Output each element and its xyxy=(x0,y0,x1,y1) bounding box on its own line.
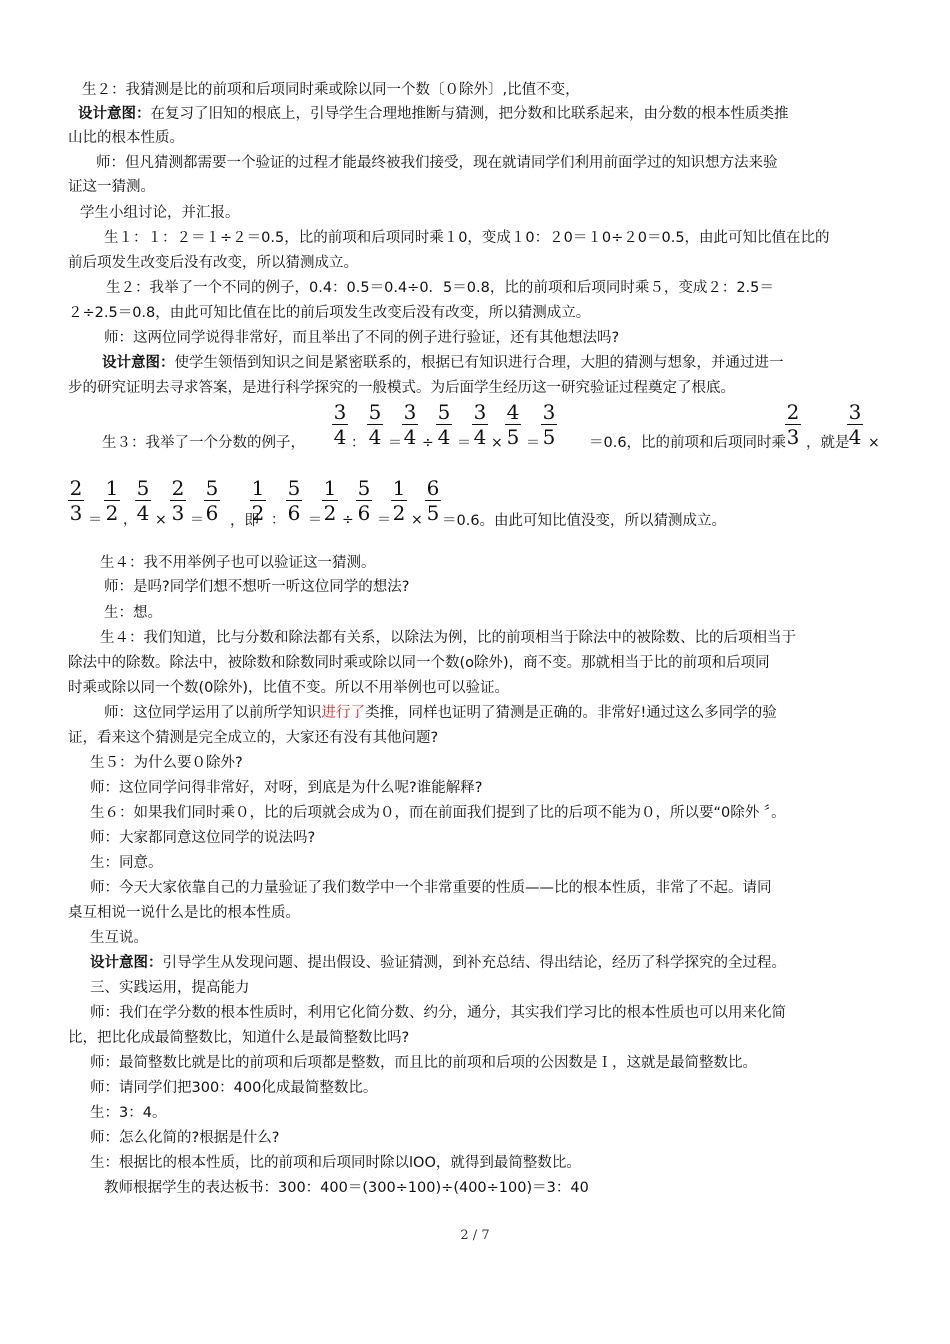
numerator: 3 xyxy=(473,400,487,424)
fraction-8 xyxy=(354,476,374,525)
design-intent-label: 设计意图： xyxy=(102,355,175,371)
denominator: 6 xyxy=(205,501,219,525)
text-line: 比，把比化成最简整数比，知道什么是最简整数比吗? xyxy=(68,1030,410,1046)
fraction-5 xyxy=(503,400,523,449)
math-operator: ＝ xyxy=(308,512,322,528)
math-operator: ： xyxy=(351,435,365,451)
text-line: 生２：我举了一个不同的例子，0.4：0.5＝0.4÷0．5＝0.8，比的前项和后项同时乘５，变成２：2.5＝ xyxy=(106,280,774,296)
text-line: 生：同意。 xyxy=(90,855,163,871)
math-operator: ＝ xyxy=(190,512,204,528)
text-line: 生５：为什么要０除外? xyxy=(90,755,243,771)
fraction-3 xyxy=(434,400,454,449)
text-line: 生３：我举了一个分数的例子， xyxy=(102,435,305,451)
denominator: 4 xyxy=(437,425,451,449)
denominator: 4 xyxy=(403,425,417,449)
numerator: 2 xyxy=(786,400,800,424)
math-operator: ＝ xyxy=(388,435,402,451)
math-operator: ， xyxy=(123,512,137,528)
fraction-2 xyxy=(400,400,420,449)
numerator: 2 xyxy=(69,476,83,500)
denominator: 6 xyxy=(287,501,301,525)
fraction-3 xyxy=(168,476,188,525)
denominator: 3 xyxy=(171,501,185,525)
text-line: 师：是吗?同学们想不想听一听这位同学的想法? xyxy=(104,579,410,595)
text-line: ＝0.6。由此可知比值没变，所以猜测成立。 xyxy=(442,513,727,529)
numerator: 5 xyxy=(437,400,451,424)
numerator: 4 xyxy=(506,400,520,424)
text-line: 师：今天大家依靠自己的力量验证了我们数学中一个非常重要的性质——比的根本性质，非常了不起。请同 xyxy=(90,880,772,896)
text-line: 证这一猜测。 xyxy=(68,179,155,195)
design-intent-label: 设计意图： xyxy=(78,106,151,122)
fraction-10 xyxy=(423,476,443,525)
fraction-0 xyxy=(66,476,86,525)
text-line: 师：大家都同意这位同学的说法吗? xyxy=(90,830,316,846)
text-span: 引导学生从发现问题、提出假设、验证猜测，到补充总结、得出结论，经历了科学探究的全过程。 xyxy=(162,955,786,971)
text-line: 时乘或除以同一个数(0除外)，比值不变。所以不用举例也可以验证。 xyxy=(68,680,510,696)
denominator: 2 xyxy=(392,501,406,525)
denominator: 2 xyxy=(251,501,265,525)
highlighted-text: 进行了 xyxy=(321,705,365,721)
fraction-7 xyxy=(320,476,340,525)
text-line: 生４：我不用举例子也可以验证这一猜测。 xyxy=(100,555,376,571)
math-operator: ： xyxy=(271,512,285,528)
text-line: 生１：１：２＝１÷２＝0.5，比的前项和后项同时乘１0，变成１0：２0＝１0÷２0＝0.5，由此可知比值在比的 xyxy=(104,230,830,246)
numerator: 1 xyxy=(251,476,265,500)
text-line: 山比的根本性质。 xyxy=(68,130,184,146)
text-line: 师：我们在学分数的根本性质时，利用它化简分数、约分，通分，其实我们学习比的根本性质也可以用来化简 xyxy=(90,1005,786,1021)
math-operator: × xyxy=(491,435,503,451)
text-line: 生６：如果我们同时乘０，比的后项就会成为０，而在前面我们提到了比的后项不能为０，所以要“0除外 〞。 xyxy=(90,805,786,821)
numerator: 6 xyxy=(426,476,440,500)
math-operator: ＝ xyxy=(88,512,102,528)
text-line: 师：但凡猜测都需要一个验证的过程才能最终被我们接受，现在就请同学们利用前面学过的知识想方法来验 xyxy=(96,155,778,171)
denominator: 4 xyxy=(848,425,862,449)
denominator: 5 xyxy=(506,425,520,449)
numerator: 5 xyxy=(357,476,371,500)
math-operator: × xyxy=(411,512,423,528)
text-line: 师：最简整数比就是比的前项和后项都是整数，而且比的前项和后项的公因数是Ｉ，这就是最简整数比。 xyxy=(90,1055,757,1071)
denominator: 4 xyxy=(368,425,382,449)
text-line: 生：想。 xyxy=(104,605,162,621)
math-operator: × xyxy=(868,435,880,451)
denominator: 3 xyxy=(786,425,800,449)
text-line: 步的研究证明去寻求答案，是进行科学探究的一般模式。为后面学生经历这一研究验证过程奠定了根底。 xyxy=(68,380,735,396)
denominator: 4 xyxy=(136,501,150,525)
math-operator: ÷ xyxy=(342,512,354,528)
math-operator: × xyxy=(155,512,167,528)
text-line xyxy=(102,353,784,373)
text-span: 类推，同样也证明了猜测是正确的。非常好!通过这么多同学的验 xyxy=(365,705,777,721)
fraction-1 xyxy=(365,400,385,449)
fraction-9 xyxy=(389,476,409,525)
numerator: 5 xyxy=(368,400,382,424)
text-line: 生２：我猜测是比的前项和后项同时乘或除以同一个数〔０除外〕,比值不变， xyxy=(82,82,580,98)
text-line: 师：请同学们把300：400化成最简整数比。 xyxy=(90,1080,378,1096)
text-line: 学生小组讨论，并汇报。 xyxy=(80,205,240,221)
text-line: 生４：我们知道，比与分数和除法都有关系，以除法为例，比的前项相当于除法中的被除数、比的后项相当于 xyxy=(100,630,796,646)
fraction-4 xyxy=(470,400,490,449)
fraction-6 xyxy=(539,400,559,449)
section-heading: 三、实践运用，提高能力 xyxy=(90,980,250,996)
denominator: 5 xyxy=(542,425,556,449)
text-span: 在复习了旧知的根底上，引导学生合理地推断与猜测，把分数和比联系起来，由分数的根本性质类推 xyxy=(150,106,789,122)
math-operator: ＝ xyxy=(457,435,471,451)
numerator: 1 xyxy=(105,476,119,500)
text-line: 桌互相说一说什么是比的根本性质。 xyxy=(68,905,300,921)
numerator: 1 xyxy=(323,476,337,500)
numerator: 1 xyxy=(392,476,406,500)
text-line: 生：3：4。 xyxy=(90,1105,167,1121)
numerator: 3 xyxy=(848,400,862,424)
denominator: 5 xyxy=(426,501,440,525)
text-span: 使学生领悟到知识之间是紧密联系的，根据已有知识进行合理，大胆的猜测与想象，并通过进一 xyxy=(174,355,784,371)
denominator: 4 xyxy=(333,425,347,449)
page-number: 2 / 7 xyxy=(460,1228,490,1243)
text-line: 前后项发生改变后没有改变，所以猜测成立。 xyxy=(68,255,358,271)
text-line: 除法中的除数。除法中，被除数和除数同时乘或除以同一个数(o除外)，商不变。那就相当于比的前项和后项同 xyxy=(68,655,770,671)
text-line xyxy=(104,703,777,723)
fraction-4 xyxy=(202,476,222,525)
numerator: 5 xyxy=(205,476,219,500)
fraction-1 xyxy=(102,476,122,525)
text-line: ＝0.6，比的前项和后项同时乘 xyxy=(589,435,787,451)
denominator: 2 xyxy=(323,501,337,525)
text-line: 师：怎么化简的?根据是什么? xyxy=(90,1130,280,1146)
numerator: 3 xyxy=(333,400,347,424)
text-line: 生互说。 xyxy=(90,930,148,946)
math-operator: ÷ xyxy=(422,435,434,451)
text-line: 教师根据学生的表达板书：300：400＝(300÷100)÷(400÷100)＝3：40 xyxy=(104,1180,589,1196)
numerator: 2 xyxy=(171,476,185,500)
denominator: 6 xyxy=(357,501,371,525)
text-line: ，即 xyxy=(230,513,259,529)
text-line xyxy=(78,104,789,124)
text-line: ，就是 xyxy=(806,435,850,451)
text-line: 证，看来这个猜测是完全成立的，大家还有没有其他问题? xyxy=(68,730,439,746)
fraction-0 xyxy=(330,400,350,449)
text-line: 师：这两位同学说得非常好，而且举出了不同的例子进行验证，还有其他想法吗? xyxy=(104,330,620,346)
math-operator: ＝ xyxy=(377,512,391,528)
numerator: 5 xyxy=(136,476,150,500)
text-line: ２÷2.5＝0.8，由此可知比值在比的前后项发生改变后没有改变，所以猜测成立。 xyxy=(68,305,591,321)
math-operator: ＝ xyxy=(526,435,540,451)
text-line: 师：这位同学问得非常好，对呀，到底是为什么呢?谁能解释? xyxy=(90,780,483,796)
text-line: 生：根据比的根本性质，比的前项和后项同时除以lOO，就得到最简整数比。 xyxy=(90,1155,581,1171)
fraction-6 xyxy=(284,476,304,525)
design-intent-label: 设计意图： xyxy=(90,955,163,971)
text-span: 师：这位同学运用了以前所学知识 xyxy=(104,705,322,721)
text-line xyxy=(90,953,786,973)
denominator: 4 xyxy=(473,425,487,449)
numerator: 5 xyxy=(287,476,301,500)
numerator: 3 xyxy=(403,400,417,424)
numerator: 3 xyxy=(542,400,556,424)
denominator: 3 xyxy=(69,501,83,525)
denominator: 2 xyxy=(105,501,119,525)
